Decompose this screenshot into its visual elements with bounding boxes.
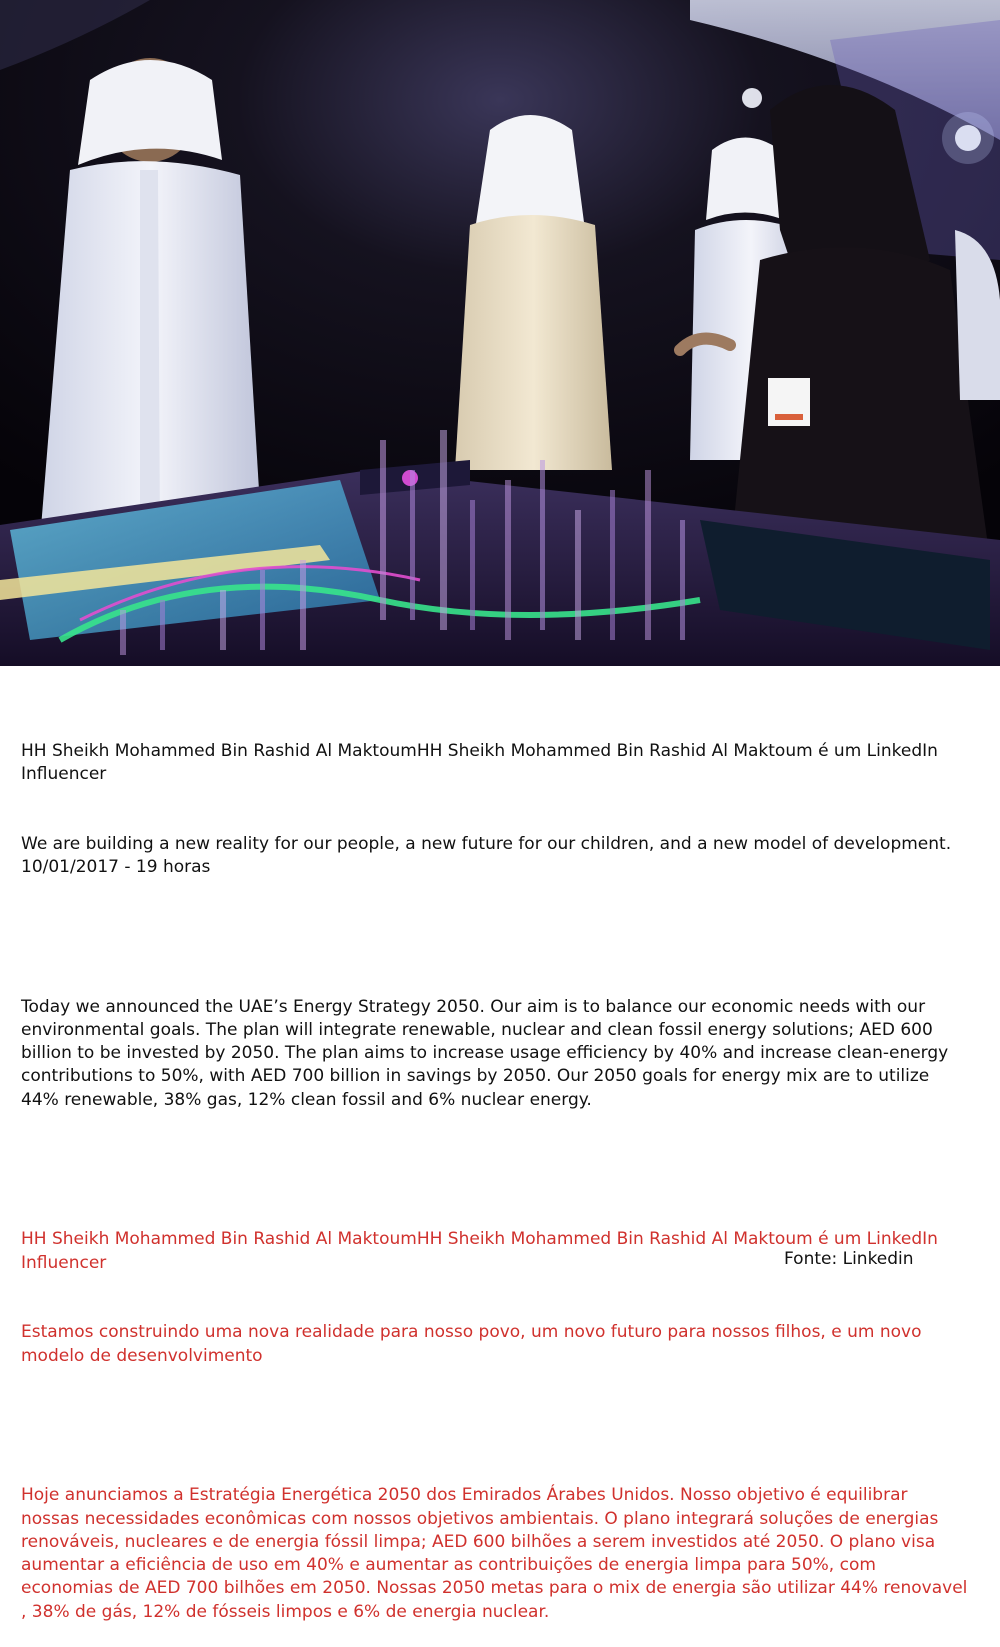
english-body: Today we announced the UAE’s Energy Strategy 2050. Our aim is to balance our economic needs with our environmental goals. The plan will integrate renewable, nuclear and clean fossil energy solutions; AED 600 billion to be invested by 2050. The plan aims to increase usage efficiency by 40% and increase clean-energy contributions to 50%, with AED 700 billion in savings by 2050. Our 2050 goals for energy mix are to utilize 44% renewable, 38% gas, 12% clean fossil and 6% nuclear energy.: [21, 996, 954, 1110]
english-headline: We are building a new reality for our people, a new future for our children, and a new model of development. 10/01/2017 - 19 horas: [21, 833, 957, 878]
portuguese-body: Hoje anunciamos a Estratégia Energética 2050 dos Emirados Árabes Unidos. Nosso objetivo é equilibrar nossas necessidades econômicas com nossos objetivos ambientais. O plano integrará soluções de energias renováveis, nucleares e de energia fóssil limpa; AED 600 bilhões a serem investidos até 2050. O plano visa aumentar a eficiência de uso em 40% e aumentar as contribuições de energia limpa para 50%, com economias de AED 700 bilhões em 2050. Nossas 2050 metas para o mix de energia são utilizar 44% renovavel , 38% de gás, 12% de fósseis limpos e 6% de energia nuclear.: [21, 1485, 973, 1622]
paragraph-gap: [21, 1159, 971, 1182]
portuguese-author-line: HH Sheikh Mohammed Bin Rashid Al MaktoumHH Sheikh Mohammed Bin Rashid Al Maktoum é um LinkedIn Influencer: [21, 1229, 944, 1273]
paragraph-gap: [21, 1415, 971, 1438]
paragraph-gap: [21, 926, 971, 949]
source-credit: Fonte: Linkedin: [784, 1249, 914, 1269]
photo-icon: [0, 0, 1000, 666]
article-text: [21, 693, 971, 1647]
header-photo: [0, 0, 1000, 666]
portuguese-headline: Estamos construindo uma nova realidade para nosso povo, um novo futuro para nossos filhos, e um novo modelo de desenvolvimento: [21, 1322, 927, 1366]
english-author-line: HH Sheikh Mohammed Bin Rashid Al MaktoumHH Sheikh Mohammed Bin Rashid Al Maktoum é um LinkedIn Influencer: [21, 740, 944, 784]
